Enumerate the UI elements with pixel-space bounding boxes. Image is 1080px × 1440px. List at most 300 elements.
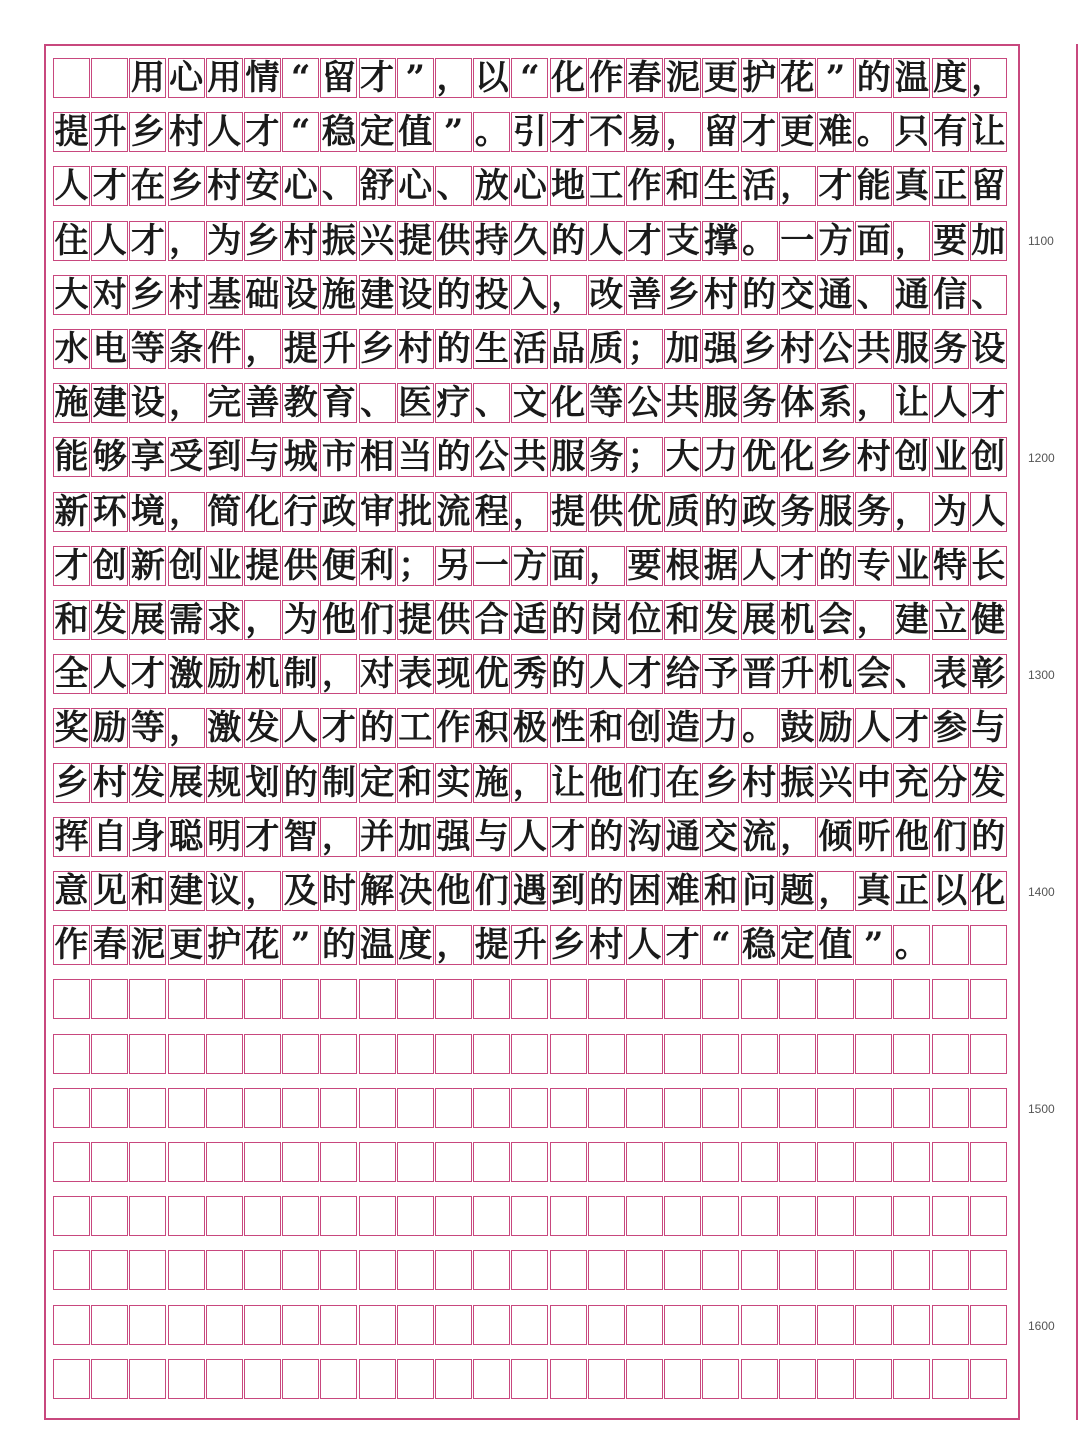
grid-cell: 让	[894, 383, 929, 424]
grid-cell: 他	[436, 871, 471, 911]
grid-cell	[932, 1305, 969, 1345]
grid-cell: 乡	[818, 437, 853, 478]
grid-cell	[550, 1034, 587, 1074]
grid-cell	[817, 1305, 854, 1345]
grid-cell	[129, 1305, 166, 1345]
grid-cell: 支	[665, 220, 700, 261]
grid-cell: 作	[436, 708, 471, 749]
grid-cell	[932, 1142, 969, 1182]
grid-cell: 人	[933, 383, 968, 424]
grid-cell	[588, 1196, 625, 1236]
grid-cell: 机	[245, 654, 280, 695]
grid-cell: 温	[360, 925, 395, 966]
grid-cell	[206, 1142, 243, 1182]
grid-cell: 行	[283, 491, 318, 532]
grid-cell: 疗	[436, 383, 471, 424]
grid-cell	[129, 1088, 166, 1128]
grid-cell	[129, 1359, 166, 1399]
grid-cell: 困	[627, 871, 662, 911]
grid-cell: 为	[207, 220, 242, 261]
grid-cell	[282, 1088, 319, 1128]
grid-cell: 难	[665, 871, 700, 911]
grid-row	[0, 166, 1080, 208]
grid-cell: 人	[283, 708, 318, 749]
grid-row	[0, 221, 1080, 263]
grid-cell: 用	[130, 58, 165, 98]
grid-cell	[626, 1142, 663, 1182]
grid-cell	[244, 1359, 281, 1399]
grid-cell	[664, 979, 701, 1019]
grid-cell	[206, 1305, 243, 1345]
grid-cell: 交	[780, 274, 815, 315]
grid-cell: 政	[321, 491, 356, 532]
line-number-label: 1300	[1028, 668, 1055, 682]
grid-cell	[970, 1196, 1007, 1236]
grid-cell: 优	[742, 437, 777, 478]
grid-cell: 发	[245, 708, 280, 749]
grid-cell: “	[282, 58, 319, 98]
grid-cell: 村	[169, 274, 204, 315]
grid-cell: 业	[207, 545, 242, 586]
grid-cell	[244, 1034, 281, 1074]
grid-cell: 才	[742, 112, 777, 153]
grid-cell: 提	[54, 112, 89, 153]
grid-cell: 会	[856, 654, 891, 695]
grid-cell	[664, 1034, 701, 1074]
grid-cell: ，	[665, 112, 700, 153]
grid-cell: 、	[474, 383, 509, 424]
grid-cell: 乡	[169, 166, 204, 207]
grid-cell: 造	[665, 708, 700, 749]
grid-cell: 才	[780, 545, 815, 586]
grid-cell: 才	[245, 112, 280, 153]
grid-cell: 等	[130, 708, 165, 749]
grid-cell	[91, 1250, 128, 1290]
grid-cell	[550, 1142, 587, 1182]
grid-cell: 化	[971, 871, 1006, 911]
grid-cell: 乡	[665, 274, 700, 315]
grid-cell: 值	[818, 925, 853, 966]
grid-cell	[53, 1250, 90, 1290]
grid-cell	[932, 1250, 969, 1290]
grid-row	[0, 979, 1080, 1021]
grid-cell: 春	[92, 925, 127, 966]
grid-cell: 定	[780, 925, 815, 966]
grid-cell	[855, 1359, 892, 1399]
grid-cell	[970, 1088, 1007, 1128]
grid-cell: 投	[474, 274, 509, 315]
grid-cell: 务	[856, 491, 891, 532]
grid-cell: 励	[207, 654, 242, 695]
grid-cell	[435, 1088, 472, 1128]
grid-cell	[702, 1250, 739, 1290]
grid-cell	[320, 1359, 357, 1399]
grid-cell	[664, 1359, 701, 1399]
grid-cell	[932, 979, 969, 1019]
grid-cell	[817, 1034, 854, 1074]
grid-cell: 才	[92, 166, 127, 207]
grid-cell: 正	[933, 166, 968, 207]
grid-cell: 和	[398, 762, 433, 803]
grid-cell: 予	[703, 654, 738, 695]
grid-cell: 定	[360, 762, 395, 803]
grid-cell: 倾	[818, 816, 853, 857]
grid-cell: 等	[589, 383, 624, 424]
grid-cell	[741, 1088, 778, 1128]
grid-cell: 健	[971, 600, 1006, 640]
grid-cell: 正	[894, 871, 929, 911]
grid-cell: 化	[780, 437, 815, 478]
grid-cell: 村	[742, 762, 777, 803]
grid-cell: 到	[207, 437, 242, 478]
grid-row	[0, 546, 1080, 588]
grid-cell	[779, 1305, 816, 1345]
grid-cell: 放	[474, 166, 509, 207]
grid-cell	[473, 1088, 510, 1128]
grid-cell: ，	[780, 166, 815, 207]
grid-cell: 相	[360, 437, 395, 478]
grid-cell: 表	[933, 654, 968, 695]
grid-cell: 生	[474, 329, 509, 369]
grid-cell: 施	[54, 383, 89, 424]
line-number-label: 1400	[1028, 885, 1055, 899]
grid-cell	[244, 1196, 281, 1236]
grid-cell: 面	[551, 545, 586, 586]
grid-cell: 兴	[818, 762, 853, 803]
grid-cell: 质	[589, 329, 624, 369]
grid-cell	[970, 1142, 1007, 1182]
grid-cell: 化	[245, 491, 280, 532]
grid-cell: ，	[856, 383, 891, 424]
grid-cell	[91, 1142, 128, 1182]
grid-cell	[206, 1196, 243, 1236]
grid-cell: 对	[92, 274, 127, 315]
grid-cell: 善	[627, 274, 662, 315]
grid-cell	[397, 1088, 434, 1128]
grid-cell: 服	[818, 491, 853, 532]
grid-cell: 展	[169, 762, 204, 803]
grid-cell: ，	[551, 274, 586, 315]
grid-cell: 留	[971, 166, 1006, 207]
grid-cell: 住	[54, 220, 89, 261]
grid-cell	[550, 1250, 587, 1290]
grid-row	[0, 437, 1080, 479]
grid-cell	[359, 1196, 396, 1236]
grid-cell	[129, 979, 166, 1019]
grid-cell: 。	[474, 112, 509, 153]
grid-cell	[779, 1196, 816, 1236]
grid-cell: 留	[321, 58, 356, 98]
grid-cell	[473, 1305, 510, 1345]
grid-cell: 加	[665, 329, 700, 369]
grid-cell: 医	[398, 383, 433, 424]
grid-cell: 度	[933, 58, 968, 98]
grid-cell: 建	[169, 871, 204, 911]
grid-cell	[320, 1088, 357, 1128]
grid-cell	[588, 1305, 625, 1345]
grid-cell	[53, 1359, 90, 1399]
grid-cell	[168, 1142, 205, 1182]
grid-cell: 人	[54, 166, 89, 207]
grid-cell	[702, 979, 739, 1019]
grid-cell: 村	[283, 220, 318, 261]
grid-cell: 更	[169, 925, 204, 966]
grid-cell	[206, 979, 243, 1019]
grid-cell	[282, 1034, 319, 1074]
grid-cell: 会	[818, 600, 853, 640]
grid-cell	[244, 1088, 281, 1128]
grid-cell: 创	[92, 545, 127, 586]
grid-cell: 激	[169, 654, 204, 695]
grid-cell: 花	[245, 925, 280, 966]
grid-cell: 只	[894, 112, 929, 153]
grid-cell: 定	[360, 112, 395, 153]
grid-cell: 的	[551, 220, 586, 261]
grid-cell: 、	[856, 274, 891, 315]
grid-row	[0, 817, 1080, 859]
grid-cell: 作	[589, 58, 624, 98]
grid-cell	[282, 1250, 319, 1290]
grid-cell	[626, 1088, 663, 1128]
grid-cell: 引	[512, 112, 547, 153]
grid-cell: 乡	[245, 220, 280, 261]
grid-cell: 制	[283, 654, 318, 695]
grid-cell: 系	[818, 383, 853, 424]
grid-cell: 村	[780, 329, 815, 369]
grid-cell: 、	[971, 274, 1006, 315]
grid-row	[0, 654, 1080, 696]
grid-cell: “	[702, 925, 739, 965]
grid-cell	[435, 1305, 472, 1345]
grid-cell: 水	[54, 329, 89, 369]
grid-cell: 机	[780, 600, 815, 640]
grid-cell	[435, 1034, 472, 1074]
grid-cell: 特	[933, 545, 968, 586]
grid-cell: 才	[54, 545, 89, 586]
grid-cell	[244, 979, 281, 1019]
grid-cell: ，	[436, 925, 471, 966]
grid-cell: “	[282, 112, 319, 152]
grid-cell: 村	[856, 437, 891, 478]
grid-cell	[817, 979, 854, 1019]
grid-cell: 的	[856, 58, 891, 98]
grid-cell: 件	[207, 329, 242, 369]
grid-row	[0, 275, 1080, 317]
grid-cell: 发	[703, 600, 738, 640]
grid-cell: 舒	[360, 166, 395, 207]
grid-cell	[320, 1305, 357, 1345]
grid-cell: 的	[436, 437, 471, 478]
grid-cell: 难	[818, 112, 853, 153]
grid-cell: 有	[933, 112, 968, 153]
grid-cell: 务	[742, 383, 777, 424]
grid-cell	[741, 979, 778, 1019]
grid-cell	[282, 979, 319, 1019]
grid-cell	[855, 1034, 892, 1074]
grid-cell	[53, 1142, 90, 1182]
grid-cell: 才	[130, 654, 165, 695]
grid-cell: 和	[54, 600, 89, 640]
grid-cell	[168, 979, 205, 1019]
grid-cell: 大	[665, 437, 700, 478]
grid-cell: 和	[130, 871, 165, 911]
grid-cell: 。	[742, 220, 777, 261]
grid-cell: ，	[856, 600, 891, 640]
grid-cell: 对	[360, 654, 395, 695]
grid-cell: 新	[130, 545, 165, 586]
grid-cell	[397, 1250, 434, 1290]
grid-cell: ，	[818, 871, 853, 911]
grid-cell: 乡	[130, 274, 165, 315]
grid-cell: 创	[894, 437, 929, 478]
grid-cell: ”	[435, 112, 472, 152]
grid-cell	[932, 1034, 969, 1074]
grid-cell: 村	[207, 166, 242, 207]
grid-cell: 稳	[742, 925, 777, 966]
grid-cell: 意	[54, 871, 89, 911]
grid-cell: 、	[436, 166, 471, 207]
grid-cell: 的	[589, 816, 624, 857]
grid-cell	[244, 1305, 281, 1345]
grid-cell: 与	[245, 437, 280, 478]
grid-cell: 人	[92, 654, 127, 695]
grid-cell: 在	[665, 762, 700, 803]
grid-cell	[359, 1305, 396, 1345]
grid-cell: 振	[321, 220, 356, 261]
grid-cell: 文	[512, 383, 547, 424]
grid-cell	[626, 979, 663, 1019]
grid-cell: ”	[855, 925, 892, 965]
grid-cell: 通	[665, 816, 700, 857]
grid-cell: 育	[321, 383, 356, 424]
grid-cell: 心	[512, 166, 547, 207]
grid-cell	[397, 1305, 434, 1345]
grid-cell	[588, 1250, 625, 1290]
grid-cell: 撑	[703, 220, 738, 261]
grid-cell	[53, 979, 90, 1019]
grid-cell	[893, 1250, 930, 1290]
grid-cell: 。	[742, 708, 777, 749]
grid-cell: ，	[512, 491, 547, 532]
grid-cell: 体	[780, 383, 815, 424]
grid-cell: 完	[207, 383, 242, 424]
grid-cell	[435, 1196, 472, 1236]
grid-row	[0, 600, 1080, 642]
grid-cell: 到	[551, 871, 586, 911]
grid-cell: 提	[398, 600, 433, 640]
grid-cell	[282, 1196, 319, 1236]
grid-cell: 乡	[703, 762, 738, 803]
grid-cell: 的	[818, 545, 853, 586]
grid-cell: 表	[398, 654, 433, 695]
grid-cell: 城	[283, 437, 318, 478]
grid-cell: 的	[436, 329, 471, 369]
grid-cell: 才	[818, 166, 853, 207]
grid-cell: 适	[512, 600, 547, 640]
grid-cell	[320, 1196, 357, 1236]
grid-cell: 振	[780, 762, 815, 803]
grid-cell	[511, 1142, 548, 1182]
grid-cell	[473, 1196, 510, 1236]
grid-cell	[282, 1142, 319, 1182]
grid-cell: 聪	[169, 816, 204, 857]
grid-cell: 创	[971, 437, 1006, 478]
grid-cell: 工	[398, 708, 433, 749]
grid-cell: 专	[856, 545, 891, 586]
grid-cell	[626, 1250, 663, 1290]
grid-cell: 的	[360, 708, 395, 749]
grid-cell: 护	[207, 925, 242, 966]
grid-cell	[473, 1359, 510, 1399]
grid-cell: 建	[894, 600, 929, 640]
grid-cell: 才	[627, 220, 662, 261]
grid-cell: 为	[283, 600, 318, 640]
grid-cell	[550, 1305, 587, 1345]
grid-cell: 务	[589, 437, 624, 478]
grid-cell: ”	[282, 925, 319, 965]
grid-cell	[741, 1359, 778, 1399]
grid-cell	[244, 1142, 281, 1182]
grid-cell: 易	[627, 112, 662, 153]
grid-cell: 才	[130, 220, 165, 261]
grid-cell: 沟	[627, 816, 662, 857]
grid-cell	[932, 925, 969, 965]
grid-cell: 度	[398, 925, 433, 966]
grid-cell	[129, 1250, 166, 1290]
grid-cell: 新	[54, 491, 89, 532]
grid-cell	[626, 1359, 663, 1399]
grid-cell	[320, 1250, 357, 1290]
grid-cell	[511, 1359, 548, 1399]
grid-cell	[359, 979, 396, 1019]
grid-cell: 明	[207, 816, 242, 857]
grid-cell: 化	[551, 383, 586, 424]
grid-cell	[855, 1305, 892, 1345]
grid-cell: 作	[54, 925, 89, 966]
grid-cell	[893, 1088, 930, 1128]
grid-cell	[473, 979, 510, 1019]
grid-cell: 鼓	[780, 708, 815, 749]
grid-cell	[626, 1196, 663, 1236]
grid-cell: 他	[321, 600, 356, 640]
grid-cell: ，	[894, 220, 929, 261]
grid-cell	[473, 1250, 510, 1290]
grid-cell	[817, 1196, 854, 1236]
grid-cell: 用	[207, 58, 242, 98]
grid-cell: 时	[321, 871, 356, 911]
grid-cell	[702, 1034, 739, 1074]
grid-cell: 兴	[360, 220, 395, 261]
grid-cell: 加	[971, 220, 1006, 261]
grid-cell: 中	[856, 762, 891, 803]
grid-cell: 品	[551, 329, 586, 369]
grid-cell	[435, 979, 472, 1019]
grid-cell	[893, 1142, 930, 1182]
grid-row	[0, 925, 1080, 967]
grid-row	[0, 1359, 1080, 1401]
grid-cell: 作	[627, 166, 662, 207]
grid-cell	[53, 1034, 90, 1074]
grid-cell: 长	[971, 545, 1006, 586]
grid-cell: 设	[971, 329, 1006, 369]
grid-cell: 划	[245, 762, 280, 803]
grid-cell: 展	[742, 600, 777, 640]
grid-row	[0, 1250, 1080, 1292]
grid-cell: 人	[92, 220, 127, 261]
grid-cell	[779, 1034, 816, 1074]
grid-cell	[511, 1196, 548, 1236]
grid-cell: 活	[512, 329, 547, 369]
